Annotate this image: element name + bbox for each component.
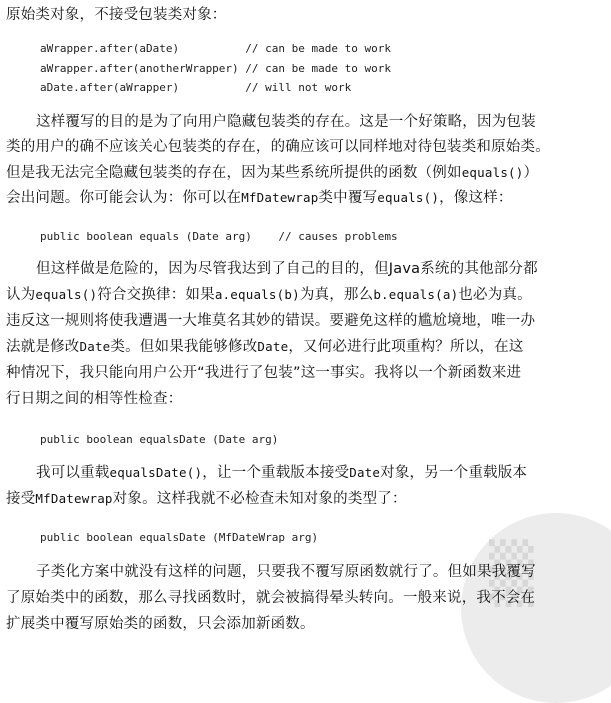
code-line: aWrapper.after(aDate) // can be made to work [40, 42, 391, 55]
paragraph-line: 行日期之间的相等性检查： [6, 391, 183, 407]
paragraph-line: 种情况下，我只能向用户公开“我进行了包装”这一事实。我将以一个新函数来进 [6, 365, 522, 381]
paragraph-line: 这样覆写的目的是为了向用户隐藏包装类的存在。这是一个好策略，因为包装 [36, 114, 536, 130]
intro-text: 原始类对象，不接受包装类对象： [6, 7, 227, 23]
paragraph-line: 但是我无法完全隐藏包装类的存在，因为某些系统所提供的函数（例如equals()） [6, 165, 539, 181]
paragraph-line: 会出问题。你可能会认为：你可以在MfDatewrap类中覆写equals()，像这样： [6, 190, 513, 206]
inline-code: a.equals(b) [214, 287, 300, 302]
watermark-seal: ▒ [461, 513, 611, 703]
code-line: aDate.after(aWrapper) // will not work [40, 81, 352, 94]
inline-code: Date [349, 465, 381, 480]
inline-code: b.equals(a) [373, 287, 459, 302]
paragraph-line: 子类化方案中就没有这样的问题，只要我不覆写原函数就行了。但如果我覆写 [36, 564, 536, 580]
paragraph-line: 法就是修改Date类。但如果我能够修改Date，又何必进行此项重构？所以，在这 [6, 339, 524, 355]
paragraph-line: 扩展类中覆写原始类的函数，只会添加新函数。 [6, 616, 315, 632]
code-line: public boolean equalsDate (MfDateWrap arg) [40, 531, 319, 544]
inline-code: equals() [35, 287, 98, 302]
inline-code: equals() [377, 190, 440, 205]
paragraph-line: 但这样做是危险的，因为尽管我达到了自己的目的，但Java系统的其他部分都 [36, 261, 538, 277]
paragraph-line: 了原始类中的函数，那么寻找函数时，就会被搞得晕头转向。一般来说，我不会在 [6, 590, 536, 606]
paragraph-line: 违反这一规则将使我遭遇一大堆莫名其妙的错误。要避免这样的尴尬境地，唯一办 [6, 313, 536, 329]
paragraph-line: 类的用户的确不应该关心包装类的存在，的确应该可以同样地对待包装类和原始类。 [6, 139, 550, 155]
inline-code: Date [79, 339, 111, 354]
code-line: public boolean equalsDate (Date arg) [40, 433, 279, 446]
inline-code: Date [257, 339, 289, 354]
inline-code: MfDatewrap [35, 491, 113, 506]
paragraph-line: 接受MfDatewrap对象。这样我就不必检查未知对象的类型了： [6, 491, 407, 507]
paragraph-line: 我可以重载equalsDate()，让一个重载版本接受Date对象，另一个重载版本 [36, 465, 528, 481]
inline-code: equalsDate() [109, 465, 203, 480]
code-line: aWrapper.after(anotherWrapper) // can be made to work [40, 62, 391, 75]
code-line: public boolean equals (Date arg) // causes problems [40, 230, 398, 243]
inline-code: MfDatewrap [241, 190, 319, 205]
paragraph-line: 认为equals()符合交换律：如果a.equals(b)为真，那么b.equals(a)也必为真。 [6, 287, 532, 303]
inline-code: equals() [461, 165, 524, 180]
